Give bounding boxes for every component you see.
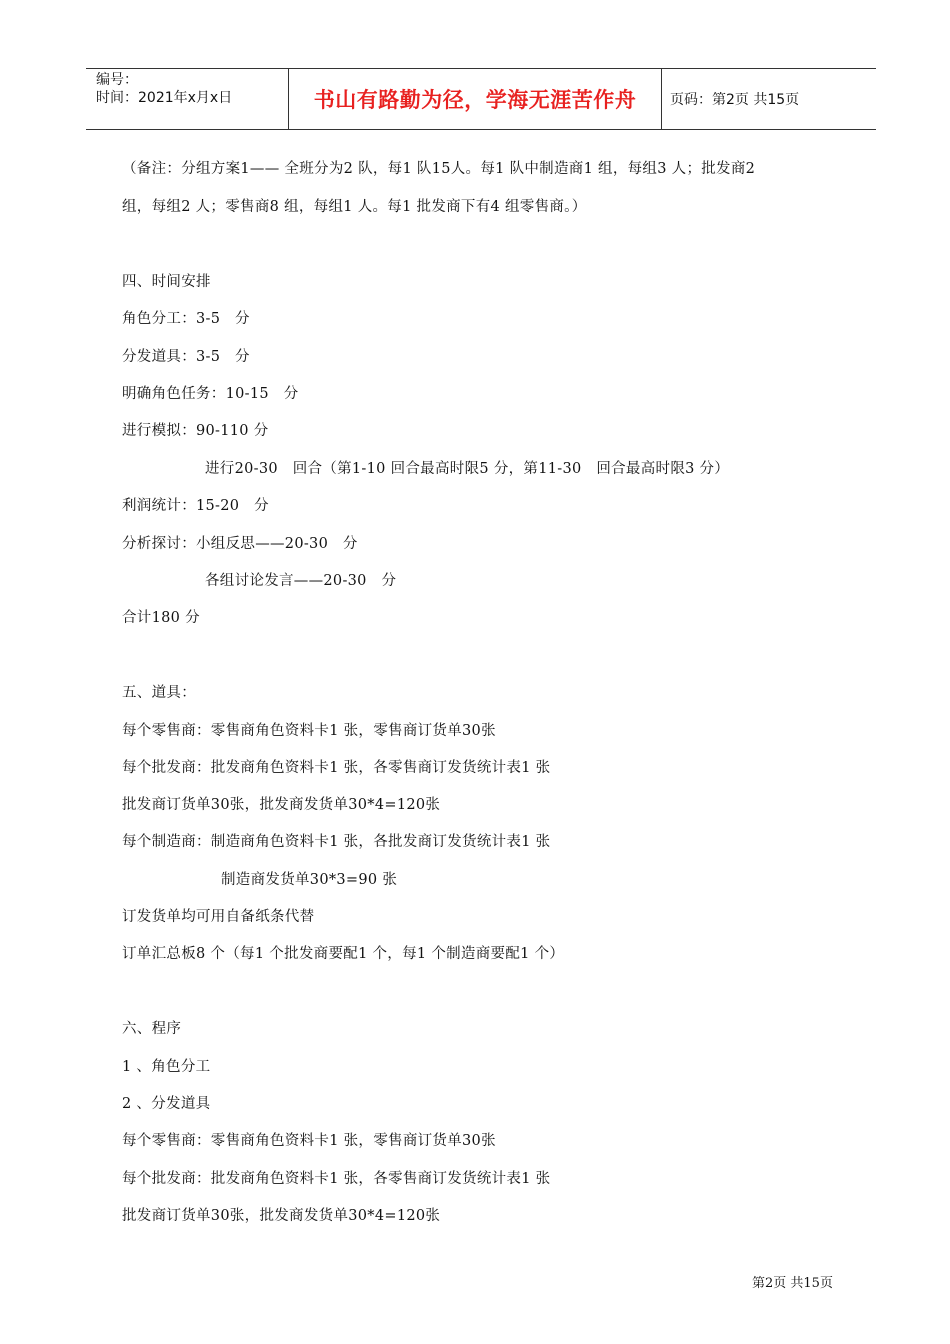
header-motto-cell xyxy=(288,69,662,129)
schedule-item: 进行模拟：90-110 分 xyxy=(122,423,269,439)
procedure-item: 批发商订货单30张，批发商发货单30*4=120张 xyxy=(122,1208,441,1224)
schedule-total: 合计180 分 xyxy=(122,610,200,626)
header-page-number: 页码：第2页 共15页 xyxy=(670,92,800,108)
schedule-item: 分发道具：3-5 分 xyxy=(122,349,250,365)
schedule-item: 利润统计：15-20 分 xyxy=(122,498,269,514)
schedule-item: 分析探讨：小组反思——20-30 分 xyxy=(122,536,358,552)
props-item: 每个制造商：制造商角色资料卡1 张，各批发商订发货统计表1 张 xyxy=(122,834,551,850)
procedure-item: 2 、分发道具 xyxy=(122,1096,211,1112)
section-4-title: 四、时间安排 xyxy=(122,274,211,290)
props-item: 订发货单均可用自备纸条代替 xyxy=(122,909,315,925)
note-line-1: （备注：分组方案1—— 全班分为2 队，每1 队15人。每1 队中制造商1 组，每组3 人；批发商2 xyxy=(122,161,756,177)
schedule-item: 明确角色任务：10-15 分 xyxy=(122,386,299,402)
header-meta xyxy=(86,69,288,129)
props-item-indented: 制造商发货单30*3=90 张 xyxy=(221,872,398,888)
header-page-info xyxy=(662,69,876,129)
procedure-item: 每个批发商：批发商角色资料卡1 张，各零售商订发货统计表1 张 xyxy=(122,1171,551,1187)
date-label: 时间：2021年x月x日 xyxy=(96,90,233,106)
section-5-title: 五、道具： xyxy=(122,685,196,701)
props-item: 批发商订货单30张，批发商发货单30*4=120张 xyxy=(122,797,441,813)
schedule-item-indented: 进行20-30 回合（第1-10 回合最高时限5 分，第11-30 回合最高时限3 分） xyxy=(205,461,730,477)
section-6-title: 六、程序 xyxy=(122,1021,182,1037)
motto-text: 书山有路勤为径，学海无涯苦作舟 xyxy=(313,88,637,112)
procedure-item: 每个零售商：零售商角色资料卡1 张，零售商订货单30张 xyxy=(122,1133,496,1149)
note-line-2: 组，每组2 人；零售商8 组，每组1 人。每1 批发商下有4 组零售商。） xyxy=(122,199,587,215)
props-item: 每个零售商：零售商角色资料卡1 张，零售商订货单30张 xyxy=(122,723,496,739)
schedule-item: 角色分工：3-5 分 xyxy=(122,311,250,327)
props-item: 每个批发商：批发商角色资料卡1 张，各零售商订发货统计表1 张 xyxy=(122,760,551,776)
props-item: 订单汇总板8 个（每1 个批发商要配1 个，每1 个制造商要配1 个） xyxy=(122,946,565,962)
number-label: 编号： xyxy=(96,72,138,88)
procedure-item: 1 、角色分工 xyxy=(122,1059,211,1075)
footer-page-number: 第2页 共15页 xyxy=(752,1276,833,1291)
schedule-item-indented: 各组讨论发言——20-30 分 xyxy=(205,573,397,589)
document-header xyxy=(86,68,876,130)
